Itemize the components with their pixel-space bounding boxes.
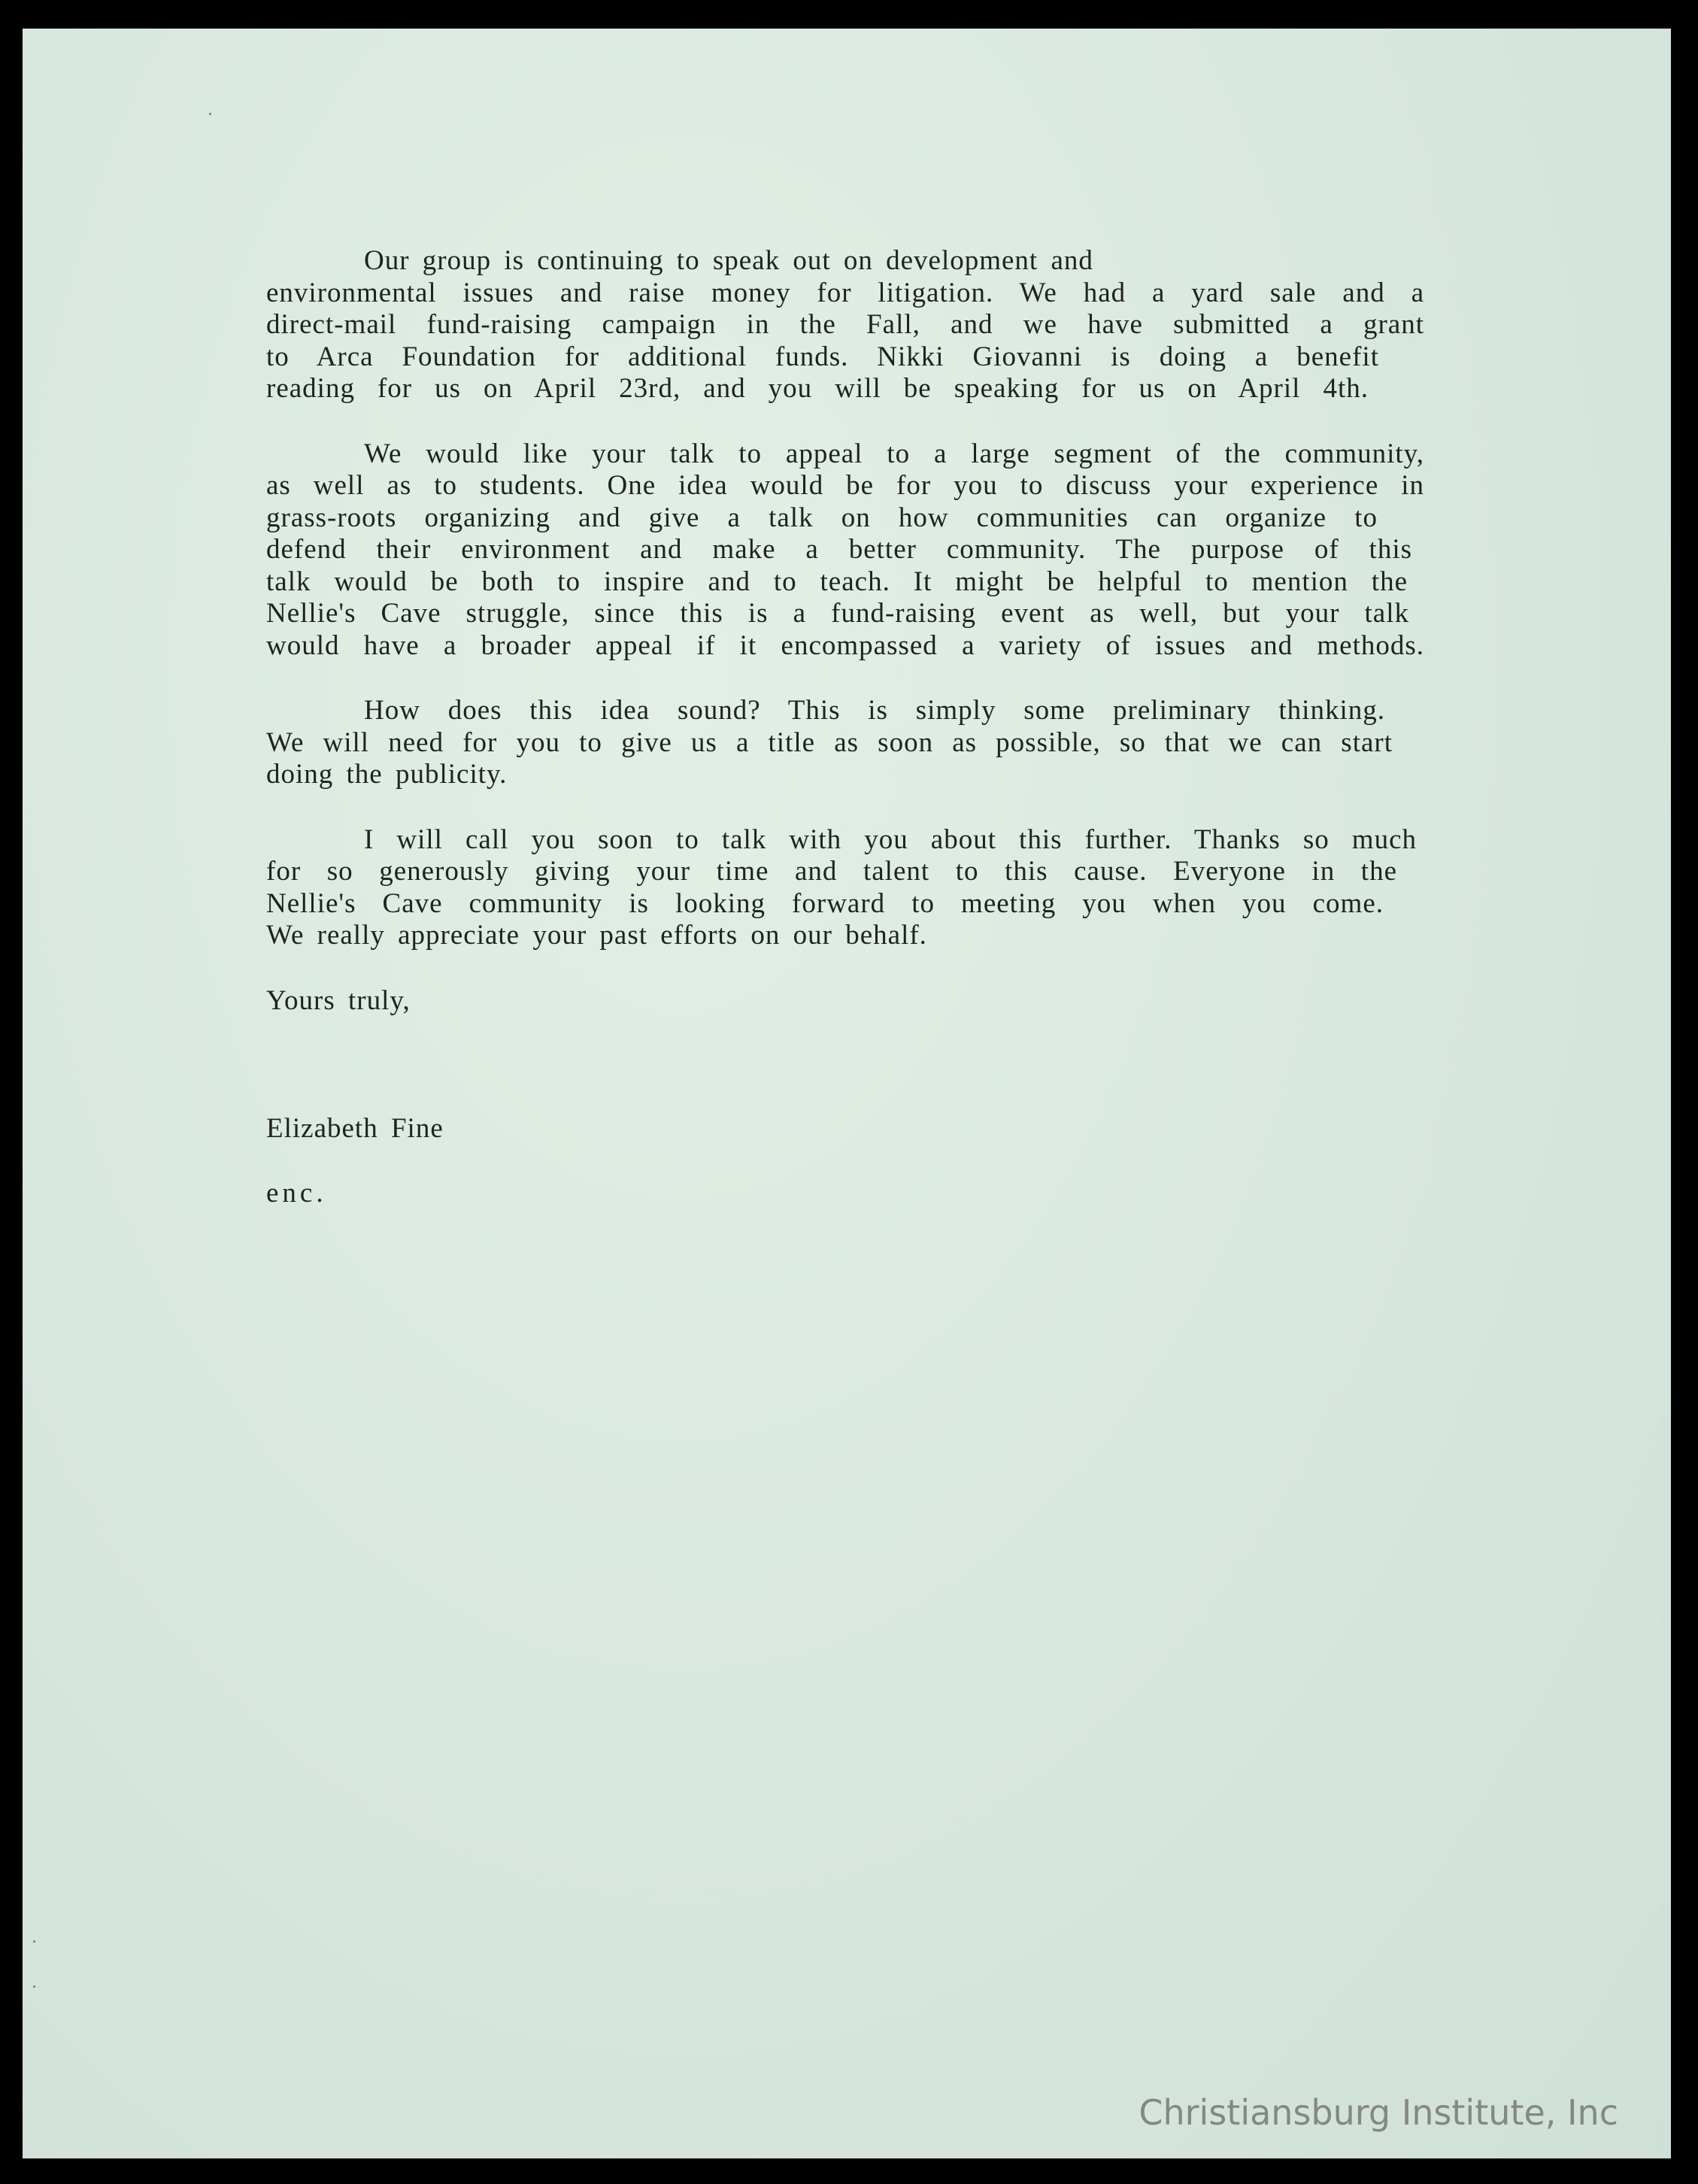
text-line: Our group is continuing to speak out on development and <box>364 245 1093 276</box>
paragraph-3 <box>266 695 1424 791</box>
text-line: for so generously giving your time and talent to this cause. Everyone in the <box>266 856 1397 887</box>
text-line: doing the publicity. <box>266 759 508 790</box>
text-line: We will need for you to give us a title as soon as possible, so that we can start <box>266 726 1393 758</box>
paper-speck <box>209 113 211 115</box>
text-line: We really appreciate your past efforts on our behalf. <box>266 920 927 951</box>
paragraph-1 <box>266 245 1424 405</box>
text-line: environmental issues and raise money for litigation. We had a yard sale and a <box>266 277 1424 308</box>
paragraph-4 <box>266 824 1424 952</box>
paper-speck <box>33 1985 35 1988</box>
paragraph-2 <box>266 438 1424 663</box>
enclosure-note: enc. <box>266 1177 327 1209</box>
text-line: reading for us on April 23rd, and you will be speaking for us on April 4th. <box>266 373 1369 404</box>
text-line: I will call you soon to talk with you about this further. Thanks so much <box>364 824 1417 855</box>
watermark: Christiansburg Institute, Inc <box>1139 2092 1618 2133</box>
text-line: to Arca Foundation for additional funds. Nikki Giovanni is doing a benefit <box>266 341 1379 372</box>
text-line: grass-roots organizing and give a talk on how communities can organize to <box>266 502 1378 533</box>
text-line: How does this idea sound? This is simply some preliminary thinking. <box>364 695 1385 726</box>
text-line: We would like your talk to appeal to a large segment of the community, <box>364 438 1424 469</box>
signer-name: Elizabeth Fine <box>266 1113 444 1144</box>
text-line: defend their environment and make a better community. The purpose of this <box>266 534 1412 565</box>
text-line: would have a broader appeal if it encompassed a variety of issues and methods. <box>266 629 1424 661</box>
paper-speck <box>33 1940 35 1943</box>
text-line: direct-mail fund-raising campaign in the Fall, and we have submitted a grant <box>266 309 1424 340</box>
text-line: Nellie's Cave struggle, since this is a fund-raising event as well, but your talk <box>266 598 1409 629</box>
text-line: talk would be both to inspire and to teach. It might be helpful to mention the <box>266 566 1408 597</box>
closing: Yours truly, <box>266 984 411 1016</box>
text-line: as well as to students. One idea would be for you to discuss your experience in <box>266 470 1424 501</box>
letter-body <box>266 245 1424 1209</box>
text-line: Nellie's Cave community is looking forward to meeting you when you come. <box>266 887 1384 919</box>
